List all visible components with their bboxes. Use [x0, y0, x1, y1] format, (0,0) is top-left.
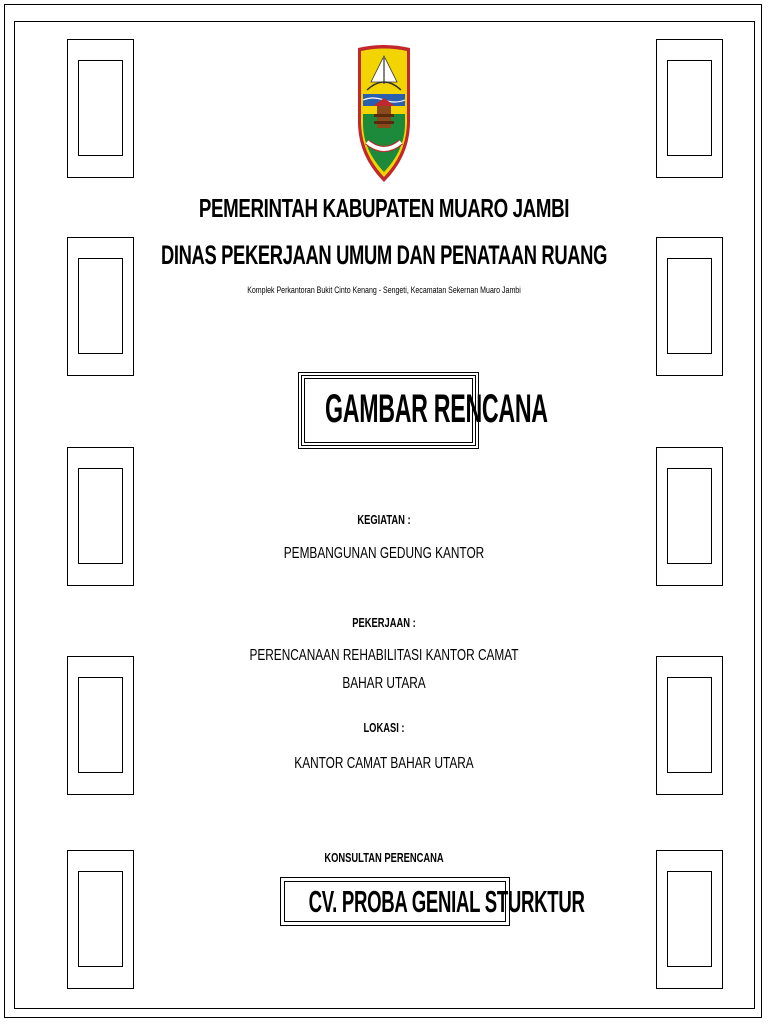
decorative-frame — [656, 447, 723, 586]
decorative-frame — [67, 39, 134, 178]
header-line-1: PEMERINTAH KABUPATEN MUARO JAMBI — [198, 193, 570, 223]
lokasi-label: LOKASI : — [363, 720, 405, 735]
pekerjaan-label: PEKERJAAN : — [352, 615, 416, 630]
consultant-label: KONSULTAN PERENCANA — [324, 850, 444, 865]
decorative-frame — [656, 850, 723, 989]
decorative-frame — [656, 39, 723, 178]
regency-emblem-logo — [355, 44, 413, 184]
document-title-box — [298, 372, 548, 449]
header-line-2: DINAS PEKERJAAN UMUM DAN PENATAAN RUANG — [160, 240, 608, 270]
kegiatan-label: KEGIATAN : — [357, 512, 411, 527]
kegiatan-value: PEMBANGUNAN GEDUNG KANTOR — [283, 545, 485, 562]
document-title: GAMBAR RENCANA — [324, 387, 548, 431]
office-address: Komplek Perkantoran Bukit Cinto Kenang - Sengeti, Kecamatan Sekernan Muaro Jambi — [247, 285, 521, 295]
lokasi-value: KANTOR CAMAT BAHAR UTARA — [294, 755, 474, 772]
consultant-name-box — [280, 877, 585, 926]
pekerjaan-value-line-2: BAHAR UTARA — [342, 675, 426, 692]
pekerjaan-value-line-1: PERENCANAAN REHABILITASI KANTOR CAMAT — [249, 647, 519, 664]
decorative-frame — [67, 850, 134, 989]
decorative-frame — [656, 237, 723, 376]
consultant-name: CV. PROBA GENIAL STURKTUR — [308, 884, 585, 919]
